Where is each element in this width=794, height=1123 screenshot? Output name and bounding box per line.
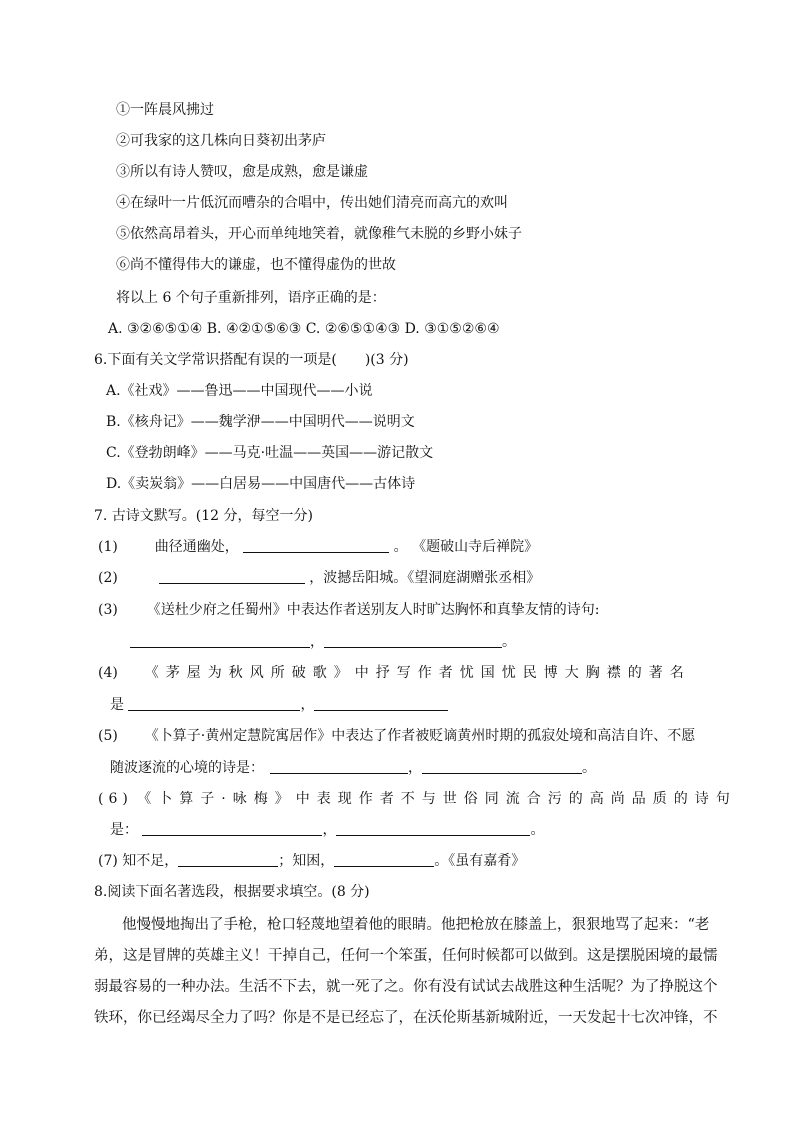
answer-blank[interactable] xyxy=(243,538,389,553)
q7-title: 7. 古诗文默写。(12 分，每空一分) xyxy=(94,508,313,524)
q5-options: A. ③②⑥⑤①④ B. ④②①⑤⑥③ C. ②⑥⑤①④③ D. ③①⑤②⑥④ xyxy=(108,321,500,337)
q7-item-1 xyxy=(98,537,538,557)
item-number: (1) xyxy=(98,539,118,555)
q7-item-4 xyxy=(98,663,691,683)
q6-option-d: D.《卖炭翁》——白居易——中国唐代——古体诗 xyxy=(106,476,416,492)
sentence-4: ④在绿叶一片低沉而嘈杂的合唱中，传出她们清亮而高亢的欢叫 xyxy=(116,195,508,211)
q6-option-c: C.《登勃朗峰》——马克·吐温——英国——游记散文 xyxy=(106,445,434,461)
q6-title: 6.下面有关文学常识搭配有误的一项是( )(3 分) xyxy=(94,352,409,368)
sentence-2: ②可我家的这几株向日葵初出茅庐 xyxy=(116,133,326,149)
sentence-3: ③所以有诗人赞叹，愈是成熟，愈是谦虚 xyxy=(116,164,368,180)
item-number: (6) xyxy=(98,791,133,807)
q7-item-5 xyxy=(98,726,695,746)
q7-item-4-answer: 是 ， xyxy=(110,695,448,715)
q7-item-2 xyxy=(98,568,540,588)
answer-blank[interactable] xyxy=(159,569,305,584)
item-text: 《茅屋为秋风所破歌》中抒写作者忧国忧民博大胸襟的著名 xyxy=(144,665,691,681)
item-number: (5) xyxy=(98,728,118,744)
answer-blank[interactable] xyxy=(334,852,434,867)
sentence-6: ⑥尚不懂得伟大的谦虚，也不懂得虚伪的世故 xyxy=(116,257,396,273)
sentence-1: ①一阵晨风拂过 xyxy=(116,102,214,118)
answer-blank[interactable] xyxy=(422,759,582,774)
q6-option-b: B.《核舟记》——魏学洢——中国明代——说明文 xyxy=(106,414,415,430)
q7-item-6 xyxy=(98,789,737,809)
item-text: 《卜算子·黄州定慧院寓居作》中表达了作者被贬谪黄州时期的孤寂处境和高洁自许、不愿 xyxy=(144,728,696,744)
item-source: 。 《题破山寺后禅院》 xyxy=(393,539,539,555)
item-text: 《送杜少府之任蜀州》中表达作者送别友人时旷达胸怀和真挚友情的诗句: xyxy=(146,602,600,618)
item-number: (2) xyxy=(98,570,118,586)
q7-item-3-answer: ， 。 xyxy=(130,632,516,652)
item-number: (4) xyxy=(98,665,118,681)
q8-title: 8.阅读下面名著选段，根据要求填空。(8 分) xyxy=(94,884,370,900)
sentence-5: ⑤依然高昂着头，开心而单纯地笑着，就像稚气未脱的乡野小妹子 xyxy=(116,226,522,242)
answer-blank[interactable] xyxy=(142,821,322,836)
passage-line-3: 弱最容易的一种办法。生活不下去，就一死了之。你有没有试试去战胜这种生活呢？为了挣脱这个 xyxy=(94,979,718,995)
q5-prompt: 将以上 6 个句子重新排列，语序正确的是： xyxy=(116,290,386,306)
answer-blank[interactable] xyxy=(324,633,502,648)
item-text: 《卜算子·咏梅》中表现作者不与世俗同流合污的高尚品质的诗句 xyxy=(137,791,737,807)
q7-item-6-answer: 是： ， 。 xyxy=(110,822,545,838)
passage-line-1: 他慢慢地掏出了手枪，枪口轻蔑地望着他的眼睛。他把枪放在膝盖上，狠狠地骂了起来：“老 xyxy=(122,917,710,933)
q7-item-5-answer: 随波逐流的心境的诗是： ， 。 xyxy=(110,760,596,776)
answer-blank[interactable] xyxy=(270,759,408,774)
item-text: 曲径通幽处， xyxy=(154,539,239,555)
item-number: (3) xyxy=(98,602,118,618)
answer-blank[interactable] xyxy=(178,852,278,867)
answer-blank[interactable] xyxy=(314,696,448,711)
answer-blank[interactable] xyxy=(128,696,300,711)
q7-item-7: (7) 知不足， ；知困， 。《虽有嘉肴》 xyxy=(98,853,526,869)
q6-option-a: A.《社戏》——鲁迅——中国现代——小说 xyxy=(106,383,373,399)
answer-blank[interactable] xyxy=(130,633,310,648)
answer-blank[interactable] xyxy=(336,821,530,836)
passage-line-2: 弟，这是冒牌的英雄主义！干掉自己，任何一个笨蛋，任何时候都可以做到。这是摆脱困境的最懦 xyxy=(94,948,718,964)
q7-item-3 xyxy=(98,600,599,620)
passage-line-4: 铁环，你已经竭尽全力了吗？你是不是已经忘了，在沃伦斯基新城附近，一天发起十七次冲锋，不 xyxy=(94,1010,718,1026)
item-text: ，波撼岳阳城。《望洞庭湖赠张丞相》 xyxy=(309,570,541,586)
